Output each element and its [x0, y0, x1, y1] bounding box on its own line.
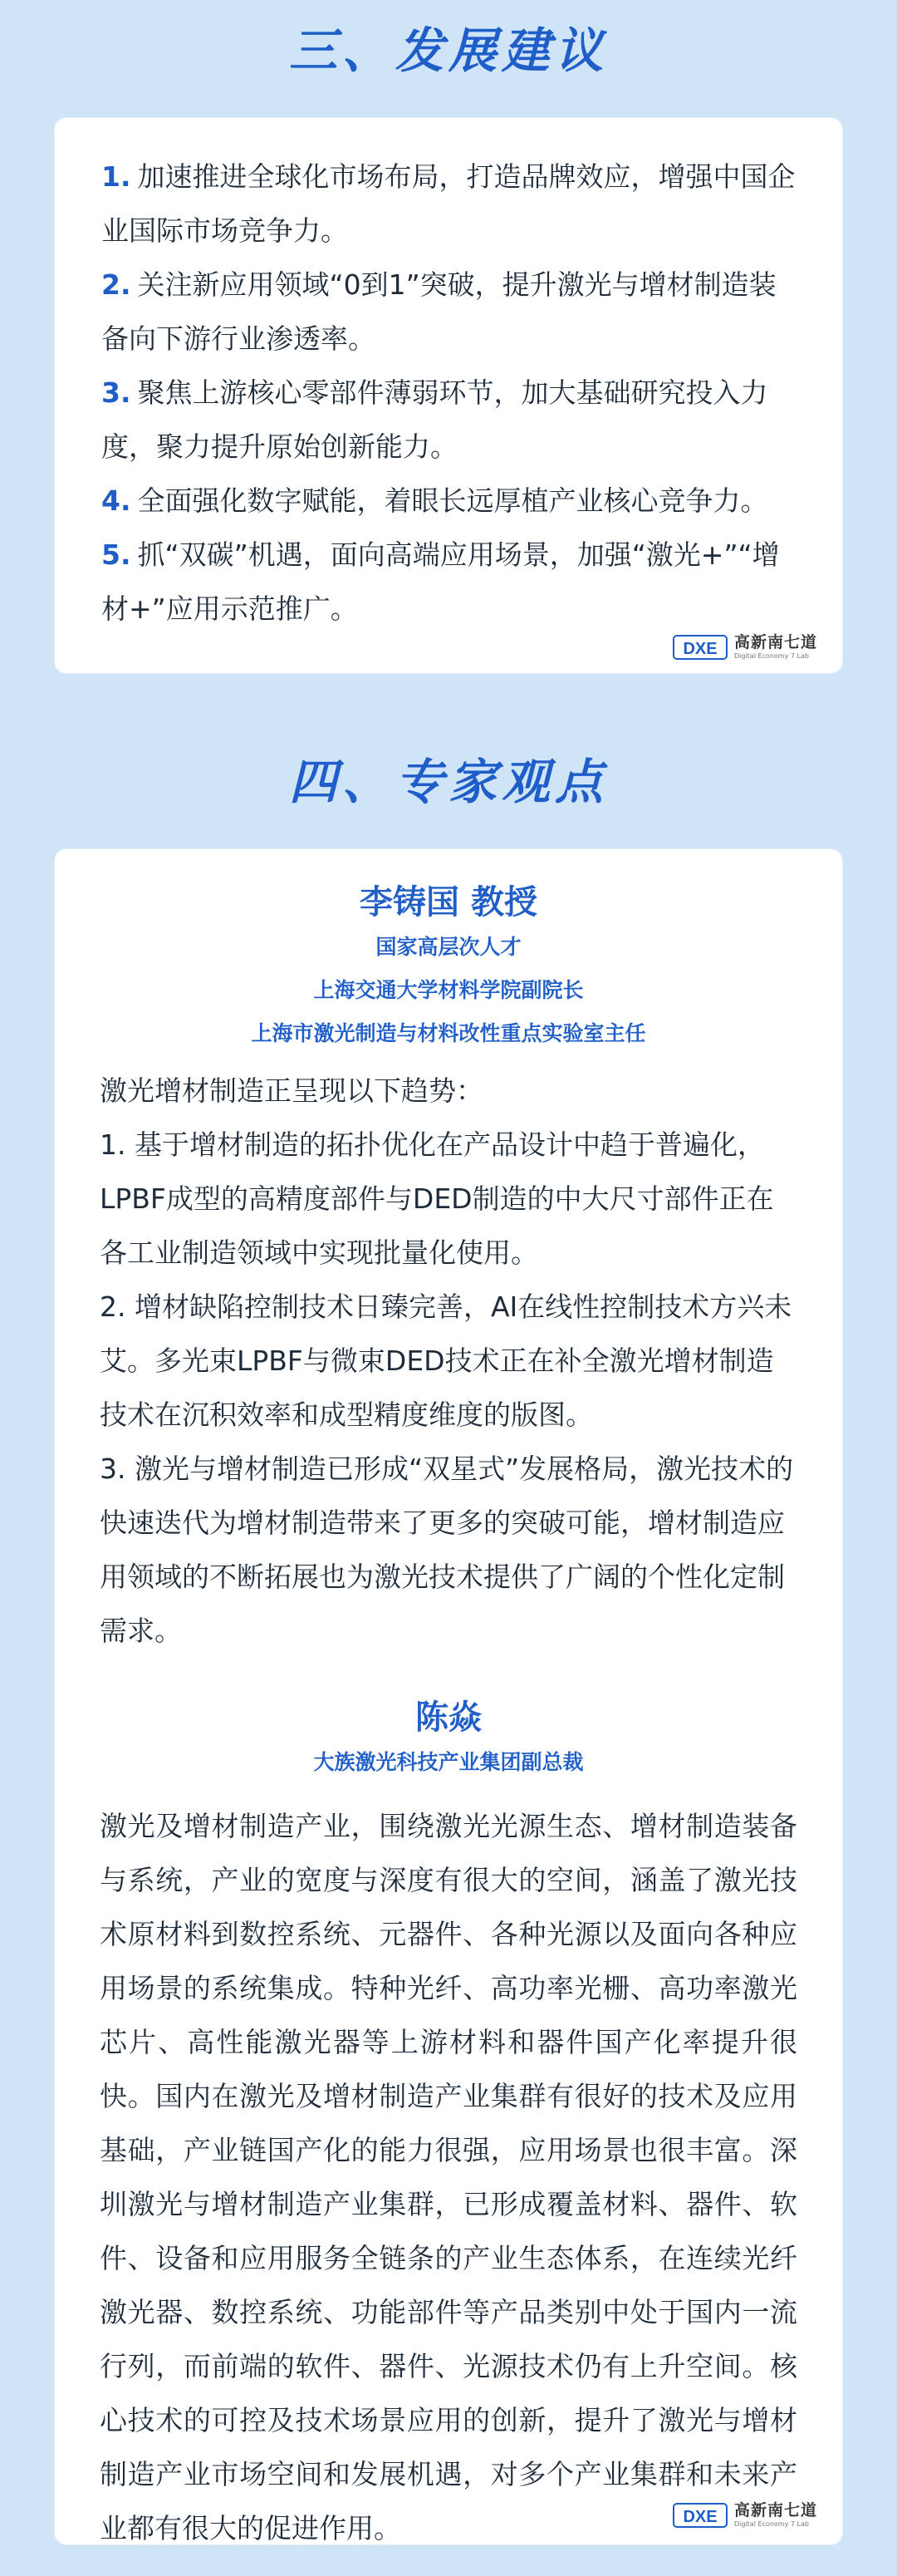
list-item: [101, 150, 796, 258]
list-item-text: 抓“双碳”机遇，面向高端应用场景，加强“激光+”“增材+”应用示范推广。: [101, 538, 780, 625]
dxe-logo-icon: [673, 2501, 728, 2529]
svg-text:DXE: DXE: [683, 640, 718, 658]
expert-header: [55, 849, 842, 1055]
paragraph: 激光增材制造正呈现以下趋势：: [100, 1074, 483, 1107]
watermark: [673, 2501, 817, 2529]
watermark: [673, 633, 817, 661]
dxe-logo-icon: [673, 633, 728, 661]
expert-title: 上海交通大学材料学院副院长: [313, 978, 584, 1002]
list-item-number: 2.: [101, 268, 131, 301]
list-item-number: 5.: [101, 538, 131, 571]
list-item: [101, 366, 796, 474]
expert-header: [55, 1658, 842, 1784]
suggestions-card: [55, 118, 842, 673]
watermark-cn-text: 高新南七道: [733, 2501, 817, 2519]
list-item-number: 4.: [101, 484, 131, 517]
expert-opinion-text: [55, 1064, 842, 1658]
list-item: [101, 258, 796, 366]
list-item-text: 加速推进全球化市场布局，打造品牌效应，增强中国企业国际市场竞争力。: [101, 160, 796, 247]
expert-name: 陈焱: [415, 1698, 482, 1737]
expert-opinion-text: [55, 1799, 842, 2555]
watermark-cn-text: 高新南七道: [733, 633, 817, 651]
list-item-text: 全面强化数字赋能，着眼长远厚植产业核心竞争力。: [137, 484, 768, 517]
list-item-text: 聚焦上游核心零部件薄弱环节，加大基础研究投入力度，聚力提升原始创新能力。: [101, 376, 768, 463]
paragraph: 2. 增材缺陷控制技术日臻完善，AI在线性控制技术方兴未艾。多光束LPBF与微束DED技术正在补全激光增材制造技术在沉积效率和成型精度维度的版图。: [100, 1290, 792, 1431]
paragraph: 激光及增材制造产业，围绕激光光源生态、增材制造装备与系统，产业的宽度与深度有很大的空间，涵盖了激光技术原材料到数控系统、元器件、各种光源以及面向各种应用场景的系统集成。特种光纤、高功率光栅、高功率激光芯片、高性能激光器等上游材料和器件国产化率提升很快。国内在激光及增材制造产业集群有很好的技术及应用基础，产业链国产化的能力很强，应用场景也很丰富。深圳激光与增材制造产业集群，已形成覆盖材料、器件、软件、设备和应用服务全链条的产业生态体系，在连续光纤激光器、数控系统、功能部件等产品类别中处于国内一流行列，而前端的软件、器件、光源技术仍有上升空间。核心技术的可控及技术场景应用的创新，提升了激光与增材制造产业市场空间和发展机遇，对多个产业集群和未来产业都有很大的促进作用。: [100, 1810, 797, 2544]
list-item-text: 关注新应用领域“0到1”突破，提升激光与增材制造装备向下游行业渗透率。: [101, 268, 777, 355]
expert-title: 大族激光科技产业集团副总裁: [313, 1750, 584, 1774]
paragraph: 3. 激光与增材制造已形成“双星式”发展格局，激光技术的快速迭代为增材制造带来了更多的突破可能，增材制造应用领域的不断拓展也为激光技术提供了广阔的个性化定制需求。: [100, 1453, 794, 1647]
list-item: [101, 528, 796, 636]
list-item: [101, 474, 796, 528]
section-title-development-suggestions: 三、发展建议: [288, 22, 608, 79]
watermark-en-text: Digital Economy 7 Lab: [733, 652, 809, 660]
paragraph: 1. 基于增材制造的拓扑优化在产品设计中趋于普遍化，LPBF成型的高精度部件与DED制造的中大尺寸部件正在各工业制造领域中实现批量化使用。: [100, 1128, 774, 1269]
section-title-expert-opinions: 四、专家观点: [288, 754, 608, 810]
svg-text:DXE: DXE: [683, 2508, 718, 2526]
expert-title: 国家高层次人才: [375, 935, 522, 959]
list-item-number: 3.: [101, 376, 131, 409]
suggestions-list: [55, 118, 842, 636]
list-item-number: 1.: [101, 160, 131, 193]
watermark-en-text: Digital Economy 7 Lab: [733, 2520, 809, 2528]
experts-card: [55, 849, 842, 2544]
expert-name: 李铸国 教授: [360, 883, 537, 922]
expert-title: 上海市激光制造与材料改性重点实验室主任: [251, 1021, 646, 1045]
